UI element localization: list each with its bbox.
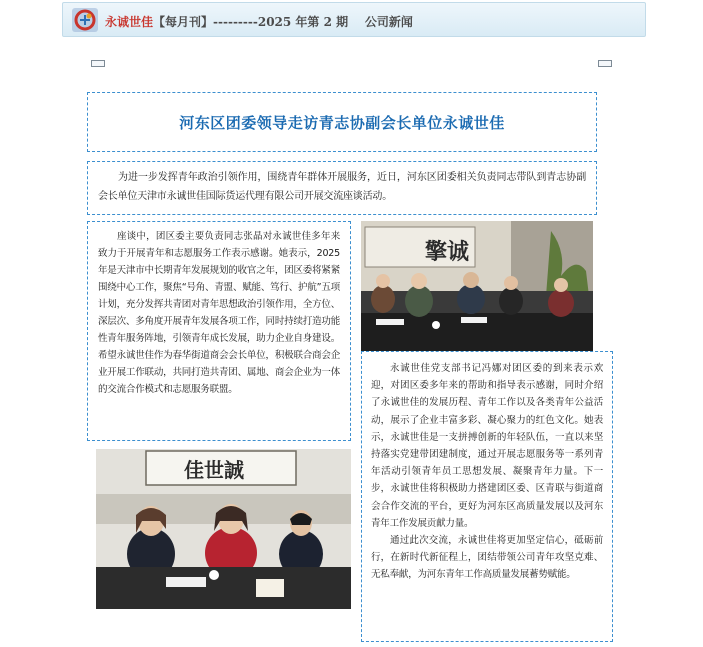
header-line	[105, 13, 413, 30]
title-box	[87, 92, 597, 152]
meeting-photo-2	[96, 449, 351, 609]
brand-name: 永诚世佳	[105, 15, 154, 29]
section-label: 公司新闻	[364, 15, 413, 29]
wall-calligraphy-1: 擎诚	[425, 239, 470, 265]
meeting-photo-1	[361, 221, 593, 351]
intro-paragraph: 为进一步发挥青年政治引领作用，围绕青年群体开展服务，近日，河东区团委相关负责同志带队到青志协副会长单位天津市永诚世佳国际货运代理有限公司开展交流座谈活动。	[98, 172, 586, 202]
minimize-button[interactable]	[91, 60, 105, 67]
left-paragraph: 座谈中，团区委主要负责同志张晶对永诚世佳多年来致力于开展青年和志愿服务工作表示感谢。她表示，2025 年是天津市中长期青年发展规划的收官之年，团区委将紧紧围绕中心工作，聚焦“号角、青盟、赋能、笃行、护航”五项计划，充分发挥共青团对青年思想政治引领作用，全方位、深层次、多角度开展青年发展各项工作，同时持续打造功能性青年服务阵地，引领青年成长发展，助力企业自身建设。希望永诚世佳作为春华街道商会会长单位，积极联合商会企业开展工作联动，共同打造共青团、属地、商会企业为一体的交流合作模式和志愿服务联盟。	[98, 231, 340, 395]
right-text-box	[361, 351, 613, 642]
company-logo-icon	[71, 7, 99, 33]
maximize-button[interactable]	[598, 60, 612, 67]
issue-label: 【每月刊】---------2025 年第 2 期	[153, 15, 349, 29]
right-paragraph-1: 永诚世佳党支部书记冯娜对团区委的到来表示欢迎，对团区委多年来的帮助和指导表示感谢，同时介绍了永诚世佳的发展历程、青年工作以及各类青年公益活动，展示了企业丰富多彩、凝心聚力的红色文化。她表示，永诚世佳是一支拼搏创新的年轻队伍，一直以来坚持落实党建带团建制度，通过开展志愿服务等一系列青年活动引领青年员工思想发展、凝聚青年力量。下一步，永诚世佳将积极助力搭建团区委、区青联与街道商会合作交流的平台，更好为河东区高质量发展以及河东青年工作发展贡献力量。	[371, 363, 603, 529]
article-title: 河东区团委领导走访青志协副会长单位永诚世佳	[179, 113, 505, 132]
wall-calligraphy-2: 佳世誠	[184, 458, 244, 482]
left-text-box	[87, 221, 351, 441]
right-paragraph-2: 通过此次交流，永诚世佳将更加坚定信心，砥砺前行，在新时代新征程上，团结带领公司青年攻坚克难、无私奉献，为河东青年工作高质量发展蓄势赋能。	[371, 535, 603, 581]
intro-box	[87, 161, 597, 215]
newsletter-header	[62, 2, 646, 37]
